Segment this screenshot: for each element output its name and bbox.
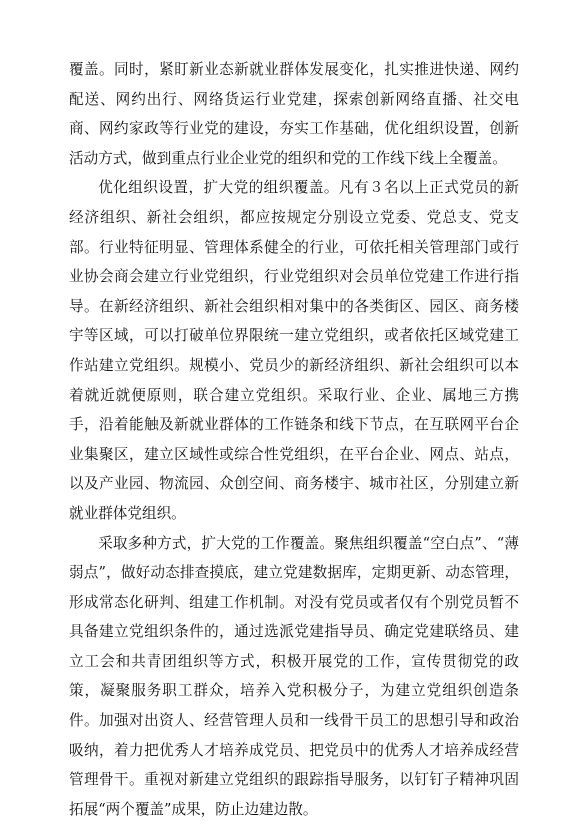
paragraph-2: 优化组织设置，扩大党的组织覆盖。凡有３名以上正式党员的新经济组织、新社会组织，都应按规定分别设立党委、党总支、党支部。行业特征明显、管理体系健全的行业，可依托相关管理部门或行业协会商会建立行业党组织，行业党组织对会员单位党建工作进行指导。在新经济组织、新社会组织相对集中的各类街区、园区、商务楼宇等区域，可以打破单位界限统一建立党组织，或者依托区域党建工作站建立党组织。规模小、党员少的新经济组织、新社会组织可以本着就近就便原则，联合建立党组织。采取行业、企业、属地三方携手，沿着能触及新就业群体的工作链条和线下节点，在互联网平台企业集聚区，建立区域性或综合性党组织，在平台企业、网点、站点，以及产业园、物流园、众创空间、商务楼宇、城市社区，分别建立新就业群体党组织。: [69, 173, 519, 528]
paragraph-1: 覆盖。同时，紧盯新业态新就业群体发展变化，扎实推进快递、网约配送、网约出行、网络货运行业党建，探索创新网络直播、社交电商、网约家政等行业党的建设，夯实工作基础，优化组织设置，创新活动方式，做到重点行业企业党的组织和党的工作线下线上全覆盖。: [69, 55, 519, 173]
document-body: [69, 55, 519, 824]
paragraph-3: 采取多种方式，扩大党的工作覆盖。聚焦组织覆盖“空白点”、“薄弱点”，做好动态排查摸底，建立党建数据库，定期更新、动态管理，形成常态化研判、组建工作机制。对没有党员或者仅有个别党员暂不具备建立党组织条件的，通过选派党建指导员、确定党建联络员、建立工会和共青团组织等方式，积极开展党的工作，宣传贯彻党的政策，凝聚服务职工群众，培养入党积极分子，为建立党组织创造条件。加强对出资人、经营管理人员和一线骨干员工的思想引导和政治吸纳，着力把优秀人才培养成党员、把党员中的优秀人才培养成经营管理骨干。重视对新建立党组织的跟踪指导服务，以钉钉子精神巩固拓展“两个覆盖”成果，防止边建边散。: [69, 529, 519, 824]
